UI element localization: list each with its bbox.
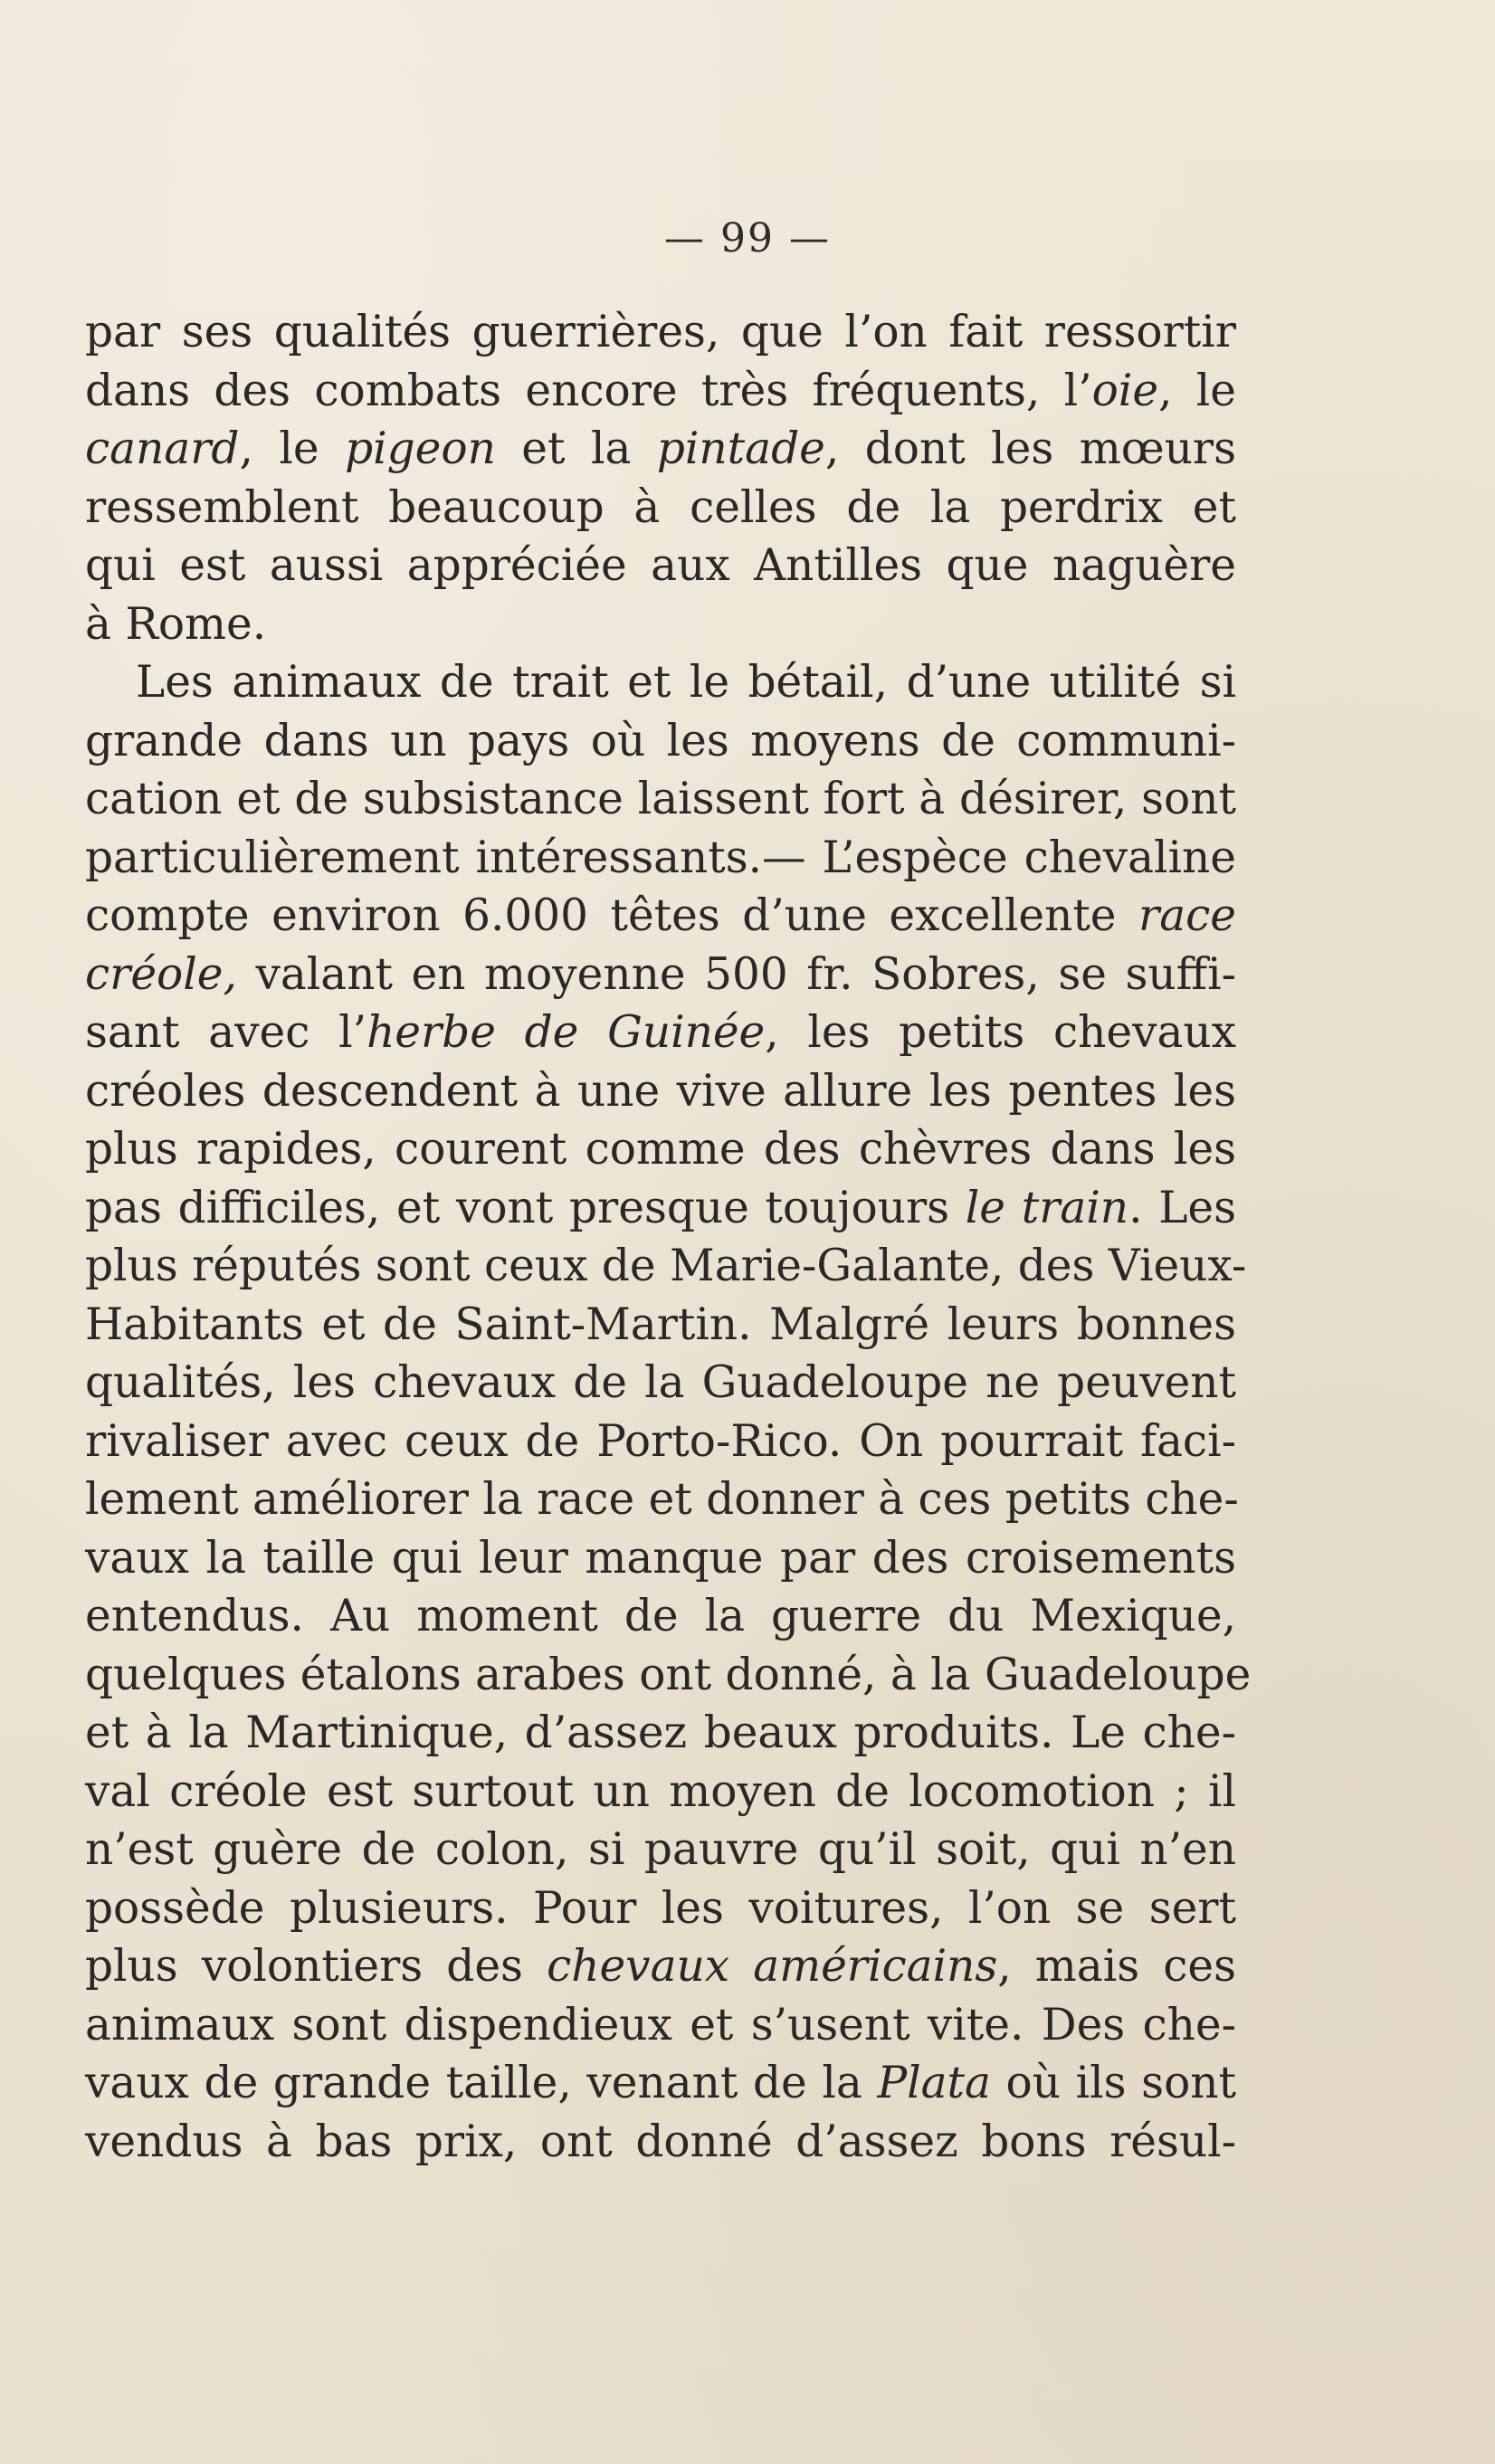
text-run: val créole est surtout un moyen de locomotion ; il [85, 1765, 1236, 1817]
text-run: . Les [1128, 1182, 1237, 1233]
text-run: rivaliser avec ceux de Porto-Rico. On pourrait faci- [85, 1415, 1236, 1467]
text-line [85, 2113, 1236, 2172]
text-line [85, 1646, 1252, 1705]
text-run: et à la Martinique, d’assez beaux produits. Le che- [85, 1708, 1236, 1758]
text-line [85, 1354, 1236, 1413]
italic-text: chevaux américains [547, 1941, 998, 1992]
text-line [85, 1004, 1236, 1062]
text-line [85, 712, 1236, 771]
text-run: animaux sont dispendieux et s’usent vite. Des che- [85, 1999, 1236, 2050]
text-run: n’est guère de colon, si pauvre qu’il soit, qui n’en [85, 1824, 1236, 1875]
text-run: , le [239, 423, 346, 474]
paragraph [85, 653, 1252, 2171]
text-run: qualités, les chevaux de la Guadeloupe ne peuvent [85, 1357, 1236, 1408]
text-run: plus rapides, courent comme des chèvres dans les [85, 1124, 1236, 1175]
text-line [85, 479, 1236, 538]
text-line [85, 1879, 1236, 1938]
text-run: vaux de grande taille, venant de la [85, 2058, 878, 2108]
text-run: créoles descendent à une vive allure les pentes les [85, 1065, 1236, 1117]
text-line [85, 1120, 1236, 1179]
text-run: particulièrement intéressants.— L’espèce chevaline [85, 832, 1236, 883]
italic-text: le train [965, 1182, 1129, 1233]
text-run: plus volontiers des [85, 1941, 548, 1992]
text-run: grande dans un pays où les moyens de communi- [85, 715, 1236, 766]
text-run: , mais ces [997, 1941, 1236, 1992]
text-line [85, 1529, 1236, 1588]
text-line [85, 1296, 1236, 1355]
text-line [85, 1413, 1236, 1471]
italic-text: pintade [656, 423, 825, 474]
text-line [85, 1763, 1236, 1822]
italic-text: créole, [85, 948, 237, 1000]
page-number: — 99 — [664, 215, 831, 262]
text-run: compte environ 6.000 têtes d’une excellente [85, 890, 1139, 941]
text-run: Les animaux de trait et le bétail, d’une utilité si [136, 657, 1236, 708]
italic-text: herbe de Guinée [367, 1007, 766, 1058]
text-run: quelques étalons arabes ont donné, à la Guadeloupe [85, 1649, 1252, 1700]
italic-text: race [1138, 890, 1236, 941]
text-run: à Rome. [85, 598, 267, 650]
text-run: dans des combats encore très fréquents, l’ [85, 365, 1092, 416]
text-line [85, 829, 1236, 888]
text-line [85, 946, 1236, 1004]
text-run: qui est aussi appréciée aux Antilles que naguère [85, 540, 1236, 591]
text-run: cation et de subsistance laissent fort à désirer, sont [85, 774, 1236, 824]
text-line [85, 2054, 1236, 2113]
text-run: où ils sont [990, 2058, 1236, 2108]
text-run: et la [495, 423, 657, 474]
text-line [85, 595, 1236, 654]
text-line [85, 770, 1236, 829]
text-line [85, 362, 1236, 421]
text-run: ressemblent beaucoup à celles de la perdrix et [85, 481, 1236, 533]
text-run: vendus à bas prix, ont donné d’assez bons résul- [85, 2116, 1236, 2167]
text-line [85, 1179, 1236, 1238]
text-run: lement améliorer la race et donner à ces petits che- [85, 1474, 1239, 1525]
text-run: entendus. Au moment de la guerre du Mexique, [85, 1591, 1236, 1641]
text-run: possède plusieurs. Pour les voitures, l’on se sert [85, 1882, 1236, 1934]
italic-text: oie [1091, 365, 1159, 416]
paragraph [85, 303, 1236, 653]
text-line [85, 1704, 1236, 1763]
text-run: par ses qualités guerrières, que l’on fait ressortir [85, 307, 1236, 357]
text-line [85, 1821, 1236, 1879]
text-run: vaux la taille qui leur manque par des croisements [85, 1532, 1236, 1584]
text-line [85, 1062, 1236, 1121]
text-line [85, 420, 1236, 479]
text-run: , dont les mœurs [824, 423, 1237, 474]
text-line [85, 653, 1236, 712]
text-line [85, 1937, 1236, 1996]
text-line [85, 1237, 1247, 1296]
italic-text: canard [85, 423, 240, 474]
italic-text: pigeon [345, 423, 496, 474]
text-line [85, 537, 1236, 595]
text-run: , le [1158, 365, 1236, 416]
text-run: valant en moyenne 500 fr. Sobres, se suffi- [236, 948, 1236, 1000]
text-run: Habitants et de Saint-Martin. Malgré leurs bonnes [85, 1299, 1236, 1350]
text-line [85, 1587, 1236, 1646]
text-line [85, 303, 1236, 362]
text-line [85, 1470, 1239, 1529]
body-text [85, 303, 1252, 2171]
text-run: plus réputés sont ceux de Marie-Galante, des Vieux- [85, 1241, 1247, 1291]
italic-text: Plata [877, 2058, 991, 2108]
text-run: , les petits chevaux [765, 1007, 1237, 1058]
text-line [85, 887, 1236, 946]
text-run: pas difficiles, et vont presque toujours [85, 1182, 966, 1233]
text-line [85, 1996, 1236, 2055]
text-run: sant avec l’ [85, 1007, 367, 1058]
